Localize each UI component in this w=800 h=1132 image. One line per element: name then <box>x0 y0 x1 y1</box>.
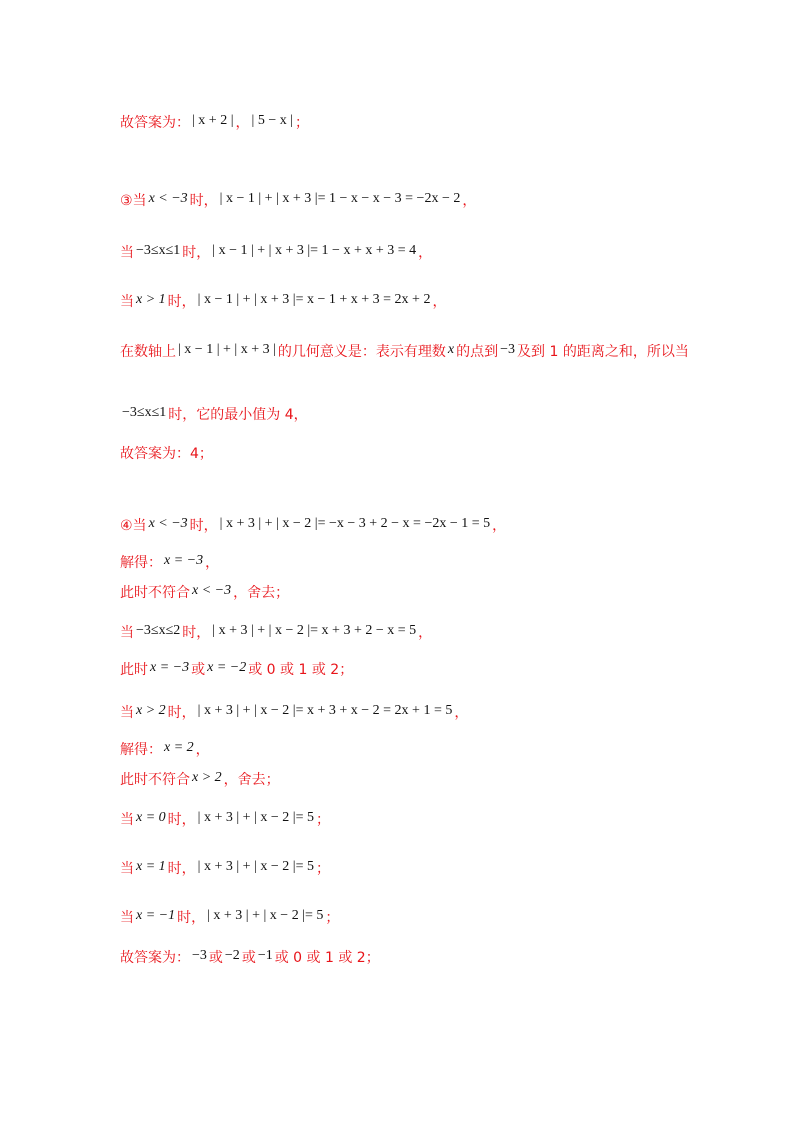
text: 时， <box>167 705 196 721</box>
condition-expression: x < −3 <box>148 516 188 531</box>
case-4-line-3 <box>120 701 468 723</box>
text: 此时 <box>120 662 148 678</box>
condition-expression: −3≤x≤1 <box>136 243 181 258</box>
math-expression: | x + 3 | + | x − 2 |= 5 <box>197 859 314 874</box>
case-3-line-2 <box>120 241 432 263</box>
case-3-line-3 <box>120 290 446 312</box>
text: 解得： <box>120 555 162 571</box>
math-expression: | x − 1 | + | x + 3 |= 1 − x − x − 3 = −2x − 2 <box>219 191 461 206</box>
case-4-line-1 <box>120 514 506 536</box>
number: −3 <box>500 342 516 357</box>
text: ，舍去； <box>233 585 290 601</box>
text: 时， <box>182 245 211 261</box>
minimum-value-line <box>120 403 308 425</box>
punctuation: ， <box>195 742 210 758</box>
geometric-meaning-line <box>120 340 689 362</box>
math-expression: | x + 3 | + | x − 2 |= −x − 3 + 2 − x = −2x − 1 = 5 <box>219 516 491 531</box>
punctuation: ， <box>418 625 433 641</box>
condition-expression: x > 2 <box>136 703 166 718</box>
discard-line-1 <box>120 581 289 603</box>
condition-expression: x < −3 <box>148 191 188 206</box>
text: ，舍去； <box>223 772 280 788</box>
text: 当 <box>120 910 134 926</box>
punctuation: ； <box>295 115 310 131</box>
punctuation: ， <box>454 705 469 721</box>
math-expression: x = −3 <box>164 553 204 568</box>
math-expression: | x + 3 | + | x − 2 |= 5 <box>207 908 324 923</box>
check-x-neg1-line <box>120 906 339 928</box>
punctuation: ， <box>462 193 477 209</box>
final-answer-line <box>120 946 380 968</box>
text: 时， <box>189 518 218 534</box>
text: 及到 1 的距离之和，所以当 <box>517 344 689 360</box>
math-expression: x = 2 <box>164 740 194 755</box>
variable: x <box>447 342 455 357</box>
text: 或 <box>241 950 256 966</box>
math-expression: x = −2 <box>207 660 247 675</box>
condition-expression: −3≤x≤2 <box>136 623 181 638</box>
text: 时， <box>182 625 211 641</box>
case-label: ③当 <box>120 193 147 209</box>
text: 的点到 <box>456 344 499 360</box>
math-expression: | 5 − x | <box>251 113 294 128</box>
condition-expression: −3≤x≤1 <box>122 405 167 420</box>
text: 或 0 或 1 或 2； <box>274 950 380 966</box>
number: −1 <box>257 948 273 963</box>
punctuation: ； <box>315 812 330 828</box>
text: 当 <box>120 625 134 641</box>
solve-line-2 <box>120 738 210 760</box>
math-expression: | x − 1 | + | x + 3 | <box>178 342 276 357</box>
math-expression: | x − 1 | + | x + 3 |= 1 − x + x + 3 = 4 <box>212 243 417 258</box>
math-expression: | x + 3 | + | x − 2 |= 5 <box>197 810 314 825</box>
punctuation: ， <box>432 294 447 310</box>
condition-expression: x = 0 <box>136 810 166 825</box>
check-x-1-line <box>120 857 330 879</box>
solve-line-1 <box>120 551 219 573</box>
answer-label: 故答案为：4； <box>120 446 213 462</box>
answer-line-1 <box>120 111 309 133</box>
text: 或 <box>191 662 206 678</box>
punctuation: ， <box>418 245 433 261</box>
check-x-0-line <box>120 808 330 830</box>
math-expression: | x + 3 | + | x − 2 |= x + 3 + 2 − x = 5 <box>212 623 417 638</box>
punctuation: ， <box>235 115 250 131</box>
text: 时， <box>167 294 196 310</box>
answer-label: 故答案为： <box>120 950 190 966</box>
text: 时， <box>167 861 196 877</box>
text: 当 <box>120 812 134 828</box>
number: −3 <box>192 948 207 963</box>
text: 时， <box>167 812 196 828</box>
text: 时， <box>177 910 206 926</box>
case-label: ④当 <box>120 518 147 534</box>
text: 当 <box>120 861 134 877</box>
condition-expression: x = 1 <box>136 859 166 874</box>
text: 在数轴上 <box>120 344 176 360</box>
condition-expression: x = −1 <box>136 908 176 923</box>
text: 的几何意义是：表示有理数 <box>277 344 446 360</box>
case-4-line-2 <box>120 621 432 643</box>
solutions-line <box>120 658 353 680</box>
number: −2 <box>224 948 240 963</box>
text: 时， <box>189 193 218 209</box>
text: 当 <box>120 294 134 310</box>
discard-line-2 <box>120 768 280 790</box>
text: 或 <box>208 950 223 966</box>
case-3-line-1 <box>120 189 476 211</box>
math-expression: | x + 2 | <box>192 113 234 128</box>
answer-line-2 <box>120 443 213 464</box>
math-expression: | x − 1 | + | x + 3 |= x − 1 + x + 3 = 2x + 2 <box>197 292 431 307</box>
text: 当 <box>120 705 134 721</box>
text: 当 <box>120 245 134 261</box>
text: 此时不符合 <box>120 585 190 601</box>
condition-expression: x > 1 <box>136 292 166 307</box>
punctuation: ； <box>325 910 340 926</box>
text: 时，它的最小值为 4， <box>168 407 308 423</box>
punctuation: ， <box>205 555 220 571</box>
punctuation: ， <box>492 518 507 534</box>
math-expression: x = −3 <box>150 660 190 675</box>
text: 解得： <box>120 742 162 758</box>
math-expression: | x + 3 | + | x − 2 |= x + 3 + x − 2 = 2x + 1 = 5 <box>197 703 453 718</box>
condition-expression: x > 2 <box>192 770 222 785</box>
answer-label: 故答案为： <box>120 115 190 131</box>
condition-expression: x < −3 <box>192 583 232 598</box>
text: 此时不符合 <box>120 772 190 788</box>
text: 或 0 或 1 或 2； <box>248 662 354 678</box>
punctuation: ； <box>315 861 330 877</box>
